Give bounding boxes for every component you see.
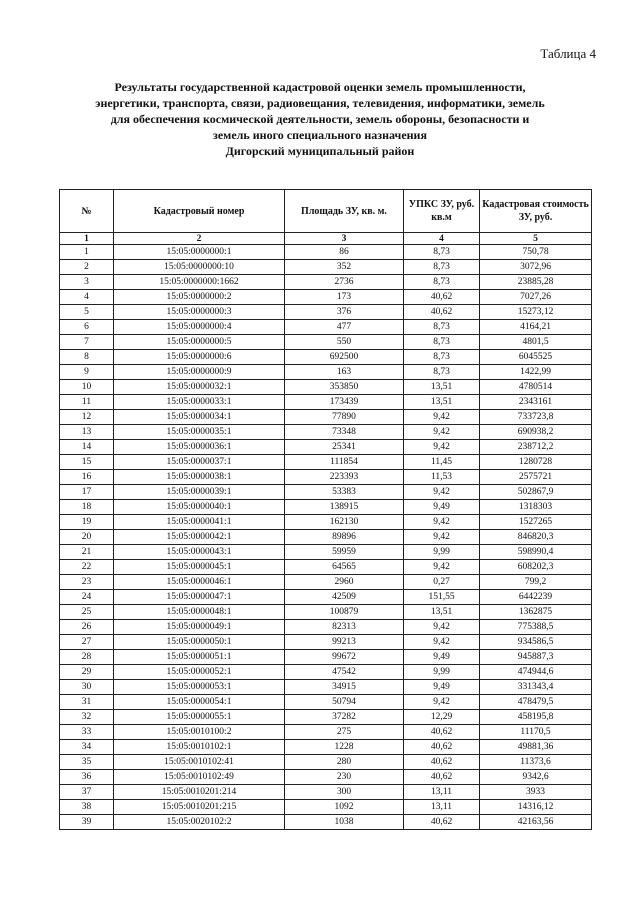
cell-area: 100879 — [285, 605, 404, 620]
cell-upks: 9,42 — [404, 530, 480, 545]
cell-upks: 9,99 — [404, 665, 480, 680]
table-row — [60, 455, 592, 470]
table-row — [60, 380, 592, 395]
table-row — [60, 785, 592, 800]
cell-area: 173 — [285, 290, 404, 305]
cell-cadastral-value: 608202,3 — [480, 560, 592, 575]
cell-upks: 11,53 — [404, 470, 480, 485]
cell-cadastral-value: 7027,26 — [480, 290, 592, 305]
cell-upks: 40,62 — [404, 815, 480, 830]
cell-cadastral-value: 4780514 — [480, 380, 592, 395]
cell-cadastral-value: 331343,4 — [480, 680, 592, 695]
cell-row-number: 38 — [60, 800, 114, 815]
cell-area: 86 — [285, 245, 404, 260]
cell-area: 353850 — [285, 380, 404, 395]
cell-cadastral-value: 690938,2 — [480, 425, 592, 440]
cell-upks: 8,73 — [404, 320, 480, 335]
cell-area: 173439 — [285, 395, 404, 410]
cell-area: 47542 — [285, 665, 404, 680]
cell-area: 89896 — [285, 530, 404, 545]
cell-row-number: 28 — [60, 650, 114, 665]
cell-cadastral-number: 15:05:0000000:1662 — [114, 275, 285, 290]
cell-upks: 9,42 — [404, 620, 480, 635]
cell-cadastral-number: 15:05:0000000:1 — [114, 245, 285, 260]
header-cadastral-number: Кадастровый номер — [114, 190, 285, 233]
column-number: 5 — [480, 233, 592, 245]
table-row — [60, 560, 592, 575]
cell-row-number: 35 — [60, 755, 114, 770]
cell-cadastral-number: 15:05:0000045:1 — [114, 560, 285, 575]
table-row — [60, 410, 592, 425]
cell-cadastral-value: 750,78 — [480, 245, 592, 260]
cell-row-number: 39 — [60, 815, 114, 830]
cell-row-number: 10 — [60, 380, 114, 395]
cell-row-number: 31 — [60, 695, 114, 710]
table-row — [60, 605, 592, 620]
cell-upks: 9,42 — [404, 425, 480, 440]
table-row — [60, 680, 592, 695]
cell-cadastral-number: 15:05:0000000:3 — [114, 305, 285, 320]
cell-row-number: 29 — [60, 665, 114, 680]
cell-area: 34915 — [285, 680, 404, 695]
cell-area: 111854 — [285, 455, 404, 470]
table-row — [60, 515, 592, 530]
table-row — [60, 800, 592, 815]
cell-area: 223393 — [285, 470, 404, 485]
cell-area: 162130 — [285, 515, 404, 530]
cell-cadastral-number: 15:05:0020102:2 — [114, 815, 285, 830]
cell-cadastral-number: 15:05:0010201:214 — [114, 785, 285, 800]
table-row — [60, 530, 592, 545]
cell-cadastral-value: 3072,96 — [480, 260, 592, 275]
table-row — [60, 275, 592, 290]
cell-cadastral-number: 15:05:0010102:1 — [114, 740, 285, 755]
cell-cadastral-value: 23885,28 — [480, 275, 592, 290]
table-row — [60, 770, 592, 785]
cell-cadastral-number: 15:05:0010102:41 — [114, 755, 285, 770]
cell-row-number: 14 — [60, 440, 114, 455]
cell-row-number: 2 — [60, 260, 114, 275]
cell-cadastral-value: 14316,12 — [480, 800, 592, 815]
cell-area: 352 — [285, 260, 404, 275]
cell-area: 50794 — [285, 695, 404, 710]
cell-cadastral-number: 15:05:0000032:1 — [114, 380, 285, 395]
cell-row-number: 23 — [60, 575, 114, 590]
cell-upks: 8,73 — [404, 335, 480, 350]
cell-cadastral-value: 799,2 — [480, 575, 592, 590]
cell-row-number: 15 — [60, 455, 114, 470]
title-line: энергетики, транспорта, связи, радиовещания, телевидения, информатики, земель — [95, 96, 545, 110]
cell-row-number: 22 — [60, 560, 114, 575]
cell-cadastral-value: 474944,6 — [480, 665, 592, 680]
cell-upks: 9,49 — [404, 650, 480, 665]
cell-area: 82313 — [285, 620, 404, 635]
cell-area: 25341 — [285, 440, 404, 455]
table-row — [60, 395, 592, 410]
cell-upks: 8,73 — [404, 245, 480, 260]
table-row — [60, 575, 592, 590]
table-row — [60, 665, 592, 680]
cell-area: 77890 — [285, 410, 404, 425]
cell-area: 53383 — [285, 485, 404, 500]
table-row — [60, 755, 592, 770]
cell-cadastral-value: 3933 — [480, 785, 592, 800]
cell-cadastral-value: 4801,5 — [480, 335, 592, 350]
table-row — [60, 650, 592, 665]
table-row — [60, 320, 592, 335]
cell-cadastral-number: 15:05:0000037:1 — [114, 455, 285, 470]
cell-row-number: 13 — [60, 425, 114, 440]
cell-cadastral-number: 15:05:0000034:1 — [114, 410, 285, 425]
table-row — [60, 350, 592, 365]
cell-cadastral-value: 2343161 — [480, 395, 592, 410]
cell-row-number: 18 — [60, 500, 114, 515]
cell-row-number: 26 — [60, 620, 114, 635]
cell-area: 300 — [285, 785, 404, 800]
cell-upks: 9,42 — [404, 635, 480, 650]
cell-cadastral-number: 15:05:0000046:1 — [114, 575, 285, 590]
header-number: № — [60, 190, 114, 233]
table-row — [60, 635, 592, 650]
cell-cadastral-value: 6442239 — [480, 590, 592, 605]
cell-cadastral-value: 1422,99 — [480, 365, 592, 380]
table-row — [60, 470, 592, 485]
cell-cadastral-number: 15:05:0000041:1 — [114, 515, 285, 530]
cell-cadastral-value: 238712,2 — [480, 440, 592, 455]
title-line: земель иного специального назначения — [213, 128, 427, 142]
column-number: 4 — [404, 233, 480, 245]
column-number: 2 — [114, 233, 285, 245]
cell-cadastral-number: 15:05:0000000:5 — [114, 335, 285, 350]
cell-cadastral-value: 458195,8 — [480, 710, 592, 725]
cell-cadastral-number: 15:05:0000033:1 — [114, 395, 285, 410]
table-row — [60, 440, 592, 455]
table-row — [60, 725, 592, 740]
cell-cadastral-value: 1527265 — [480, 515, 592, 530]
cell-row-number: 37 — [60, 785, 114, 800]
cell-area: 59959 — [285, 545, 404, 560]
cell-area: 138915 — [285, 500, 404, 515]
cell-upks: 40,62 — [404, 740, 480, 755]
cell-area: 376 — [285, 305, 404, 320]
cell-cadastral-value: 9342,6 — [480, 770, 592, 785]
cell-upks: 8,73 — [404, 260, 480, 275]
cell-upks: 151,55 — [404, 590, 480, 605]
cell-upks: 40,62 — [404, 770, 480, 785]
cell-cadastral-number: 15:05:0000049:1 — [114, 620, 285, 635]
cell-cadastral-number: 15:05:0000042:1 — [114, 530, 285, 545]
cell-area: 477 — [285, 320, 404, 335]
table-row — [60, 710, 592, 725]
cell-row-number: 30 — [60, 680, 114, 695]
cell-upks: 9,42 — [404, 560, 480, 575]
cell-area: 99672 — [285, 650, 404, 665]
cell-cadastral-number: 15:05:0000050:1 — [114, 635, 285, 650]
cell-cadastral-number: 15:05:0010100:2 — [114, 725, 285, 740]
cell-row-number: 7 — [60, 335, 114, 350]
cell-row-number: 4 — [60, 290, 114, 305]
cell-cadastral-value: 945887,3 — [480, 650, 592, 665]
cell-upks: 13,11 — [404, 785, 480, 800]
table-row — [60, 245, 592, 260]
cell-cadastral-number: 15:05:0000036:1 — [114, 440, 285, 455]
cell-upks: 0,27 — [404, 575, 480, 590]
cell-upks: 40,62 — [404, 305, 480, 320]
cell-area: 1228 — [285, 740, 404, 755]
cell-cadastral-value: 49881,36 — [480, 740, 592, 755]
cell-cadastral-number: 15:05:0000038:1 — [114, 470, 285, 485]
document-title — [40, 79, 600, 159]
cell-cadastral-value: 11170,5 — [480, 725, 592, 740]
cell-upks: 40,62 — [404, 725, 480, 740]
column-number-row — [60, 233, 592, 245]
cell-row-number: 1 — [60, 245, 114, 260]
cell-upks: 9,42 — [404, 485, 480, 500]
cell-row-number: 33 — [60, 725, 114, 740]
table-row — [60, 815, 592, 830]
header-area: Площадь ЗУ, кв. м. — [285, 190, 404, 233]
table-row — [60, 590, 592, 605]
title-line: Результаты государственной кадастровой оценки земель промышленности, — [114, 80, 526, 94]
cell-cadastral-value: 775388,5 — [480, 620, 592, 635]
cell-row-number: 17 — [60, 485, 114, 500]
cell-cadastral-number: 15:05:0000040:1 — [114, 500, 285, 515]
cell-cadastral-number: 15:05:0000000:4 — [114, 320, 285, 335]
cell-area: 275 — [285, 725, 404, 740]
cell-cadastral-number: 15:05:0000048:1 — [114, 605, 285, 620]
cell-area: 163 — [285, 365, 404, 380]
cell-row-number: 27 — [60, 635, 114, 650]
cell-row-number: 24 — [60, 590, 114, 605]
cell-cadastral-value: 4164,21 — [480, 320, 592, 335]
cell-area: 2736 — [285, 275, 404, 290]
header-row — [60, 190, 592, 233]
cell-cadastral-value: 2575721 — [480, 470, 592, 485]
cell-area: 64565 — [285, 560, 404, 575]
cell-cadastral-number: 15:05:0000035:1 — [114, 425, 285, 440]
cell-cadastral-number: 15:05:0000055:1 — [114, 710, 285, 725]
table-row — [60, 695, 592, 710]
cell-cadastral-value: 15273,12 — [480, 305, 592, 320]
cell-area: 2960 — [285, 575, 404, 590]
cell-row-number: 21 — [60, 545, 114, 560]
cell-area: 1092 — [285, 800, 404, 815]
cell-upks: 13,51 — [404, 380, 480, 395]
cell-upks: 12,29 — [404, 710, 480, 725]
title-line: для обеспечения космической деятельности, земель обороны, безопасности и — [110, 112, 530, 126]
cell-upks: 9,42 — [404, 515, 480, 530]
cell-area: 73348 — [285, 425, 404, 440]
cell-upks: 8,73 — [404, 275, 480, 290]
cell-row-number: 16 — [60, 470, 114, 485]
table-row — [60, 305, 592, 320]
cell-row-number: 34 — [60, 740, 114, 755]
cell-row-number: 11 — [60, 395, 114, 410]
cell-cadastral-value: 478479,5 — [480, 695, 592, 710]
cell-cadastral-value: 1280728 — [480, 455, 592, 470]
cell-row-number: 32 — [60, 710, 114, 725]
cell-cadastral-number: 15:05:0000052:1 — [114, 665, 285, 680]
cell-upks: 13,51 — [404, 605, 480, 620]
cell-upks: 9,42 — [404, 410, 480, 425]
cell-area: 1038 — [285, 815, 404, 830]
cell-upks: 13,11 — [404, 800, 480, 815]
header-cadastral-value: Кадастровая стоимость ЗУ, руб. — [480, 190, 592, 233]
cell-cadastral-value: 733723,8 — [480, 410, 592, 425]
cell-area: 692500 — [285, 350, 404, 365]
table-row — [60, 500, 592, 515]
cell-row-number: 19 — [60, 515, 114, 530]
column-number: 1 — [60, 233, 114, 245]
table-row — [60, 545, 592, 560]
cell-area: 99213 — [285, 635, 404, 650]
table-row — [60, 740, 592, 755]
cell-cadastral-number: 15:05:0000047:1 — [114, 590, 285, 605]
cell-cadastral-number: 15:05:0000000:10 — [114, 260, 285, 275]
cell-row-number: 9 — [60, 365, 114, 380]
cell-cadastral-number: 15:05:0000000:9 — [114, 365, 285, 380]
table-row — [60, 290, 592, 305]
cell-row-number: 12 — [60, 410, 114, 425]
cell-cadastral-value: 598990,4 — [480, 545, 592, 560]
cell-cadastral-number: 15:05:0000039:1 — [114, 485, 285, 500]
cell-upks: 9,99 — [404, 545, 480, 560]
cell-cadastral-value: 42163,56 — [480, 815, 592, 830]
cell-upks: 11,45 — [404, 455, 480, 470]
cell-upks: 40,62 — [404, 755, 480, 770]
cell-cadastral-value: 1362875 — [480, 605, 592, 620]
table-row — [60, 485, 592, 500]
cell-upks: 9,42 — [404, 695, 480, 710]
cell-upks: 13,51 — [404, 395, 480, 410]
cell-area: 42509 — [285, 590, 404, 605]
cell-cadastral-number: 15:05:0000000:2 — [114, 290, 285, 305]
cell-cadastral-value: 1318303 — [480, 500, 592, 515]
cell-upks: 9,49 — [404, 500, 480, 515]
cell-upks: 8,73 — [404, 365, 480, 380]
cell-cadastral-number: 15:05:0000054:1 — [114, 695, 285, 710]
cell-cadastral-value: 934586,5 — [480, 635, 592, 650]
cell-cadastral-value: 502867,9 — [480, 485, 592, 500]
cell-cadastral-value: 6045525 — [480, 350, 592, 365]
cell-cadastral-number: 15:05:0000043:1 — [114, 545, 285, 560]
cell-row-number: 5 — [60, 305, 114, 320]
cell-area: 230 — [285, 770, 404, 785]
cell-upks: 9,49 — [404, 680, 480, 695]
cell-cadastral-number: 15:05:0010201:215 — [114, 800, 285, 815]
table-row — [60, 365, 592, 380]
cell-cadastral-value: 846820,3 — [480, 530, 592, 545]
table-label: Таблица 4 — [540, 46, 596, 61]
cell-cadastral-number: 15:05:0000000:6 — [114, 350, 285, 365]
cell-cadastral-number: 15:05:0000051:1 — [114, 650, 285, 665]
table-row — [60, 620, 592, 635]
cell-upks: 9,42 — [404, 440, 480, 455]
cell-row-number: 3 — [60, 275, 114, 290]
cell-row-number: 8 — [60, 350, 114, 365]
cell-row-number: 20 — [60, 530, 114, 545]
cell-area: 37282 — [285, 710, 404, 725]
cell-cadastral-number: 15:05:0010102:49 — [114, 770, 285, 785]
cell-row-number: 25 — [60, 605, 114, 620]
title-line: Дигорский муниципальный район — [225, 144, 415, 158]
table-row — [60, 335, 592, 350]
cell-upks: 8,73 — [404, 350, 480, 365]
cell-cadastral-value: 11373,6 — [480, 755, 592, 770]
column-number: 3 — [285, 233, 404, 245]
cell-upks: 40,62 — [404, 290, 480, 305]
cell-area: 550 — [285, 335, 404, 350]
cell-row-number: 36 — [60, 770, 114, 785]
cadastral-table — [59, 189, 592, 830]
table-row — [60, 260, 592, 275]
cell-row-number: 6 — [60, 320, 114, 335]
cell-cadastral-number: 15:05:0000053:1 — [114, 680, 285, 695]
header-upks: УПКС ЗУ, руб. кв.м — [404, 190, 480, 233]
table-row — [60, 425, 592, 440]
cell-area: 280 — [285, 755, 404, 770]
